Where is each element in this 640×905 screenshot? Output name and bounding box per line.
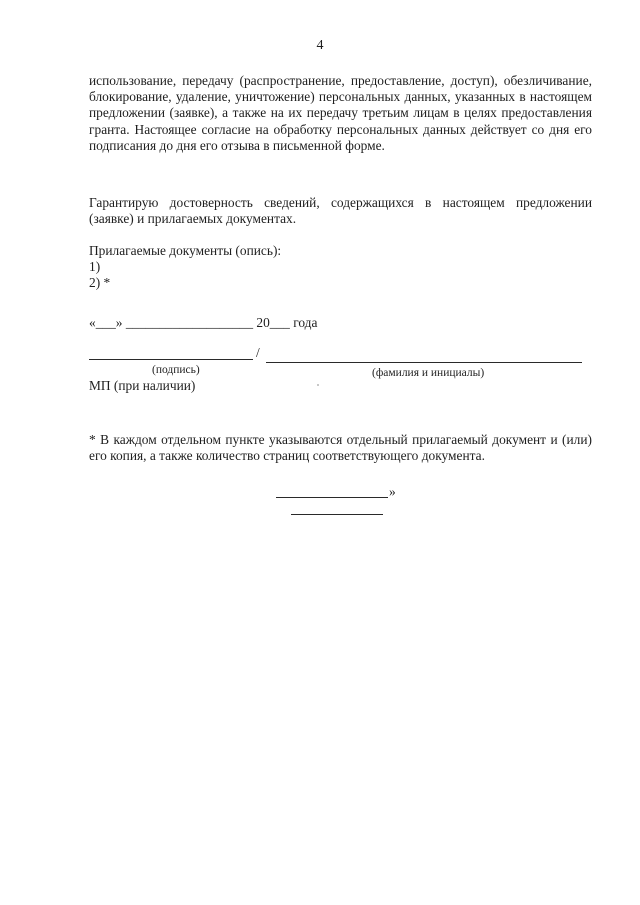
guarantee-paragraph: Гарантирую достоверность сведений, содержащихся в настоящем предложении (заявке) и прилагаемых документах. (89, 195, 592, 227)
full-name-line (266, 362, 582, 363)
scan-speck (317, 384, 319, 386)
seal-label: МП (при наличии) (89, 378, 196, 393)
closing-quote: » (389, 484, 396, 499)
signature-line (89, 359, 253, 360)
date-line: «___» ___________________ 20___ года (89, 315, 318, 330)
signature-caption: (подпись) (152, 364, 200, 376)
footnote-paragraph: * В каждом отдельном пункте указываются отдельный прилагаемый документ и (или) его копия, а также количество страниц соответствующего документа. (89, 432, 592, 464)
consent-paragraph: использование, передачу (распространение, предоставление, доступ), обезличивание, блокирование, удаление, уничтожение) персональных данных, указанных в настоящем предложении (заявке), а также на их передачу третьим лицам в целях предоставления гранта. Настоящее согласие на обработку персональных данных действует со дня его подписания до дня его отзыва в письменной форме. (89, 73, 592, 153)
full-name-caption: (фамилия и инициалы) (372, 367, 485, 379)
signature-separator: / (256, 345, 260, 360)
page-number: 4 (316, 38, 324, 53)
closing-line-lower (291, 514, 383, 515)
attached-document-item-1: 1) (89, 259, 101, 274)
closing-line-upper (276, 497, 388, 498)
attached-document-item-2: 2) * (89, 275, 111, 290)
attached-documents-heading: Прилагаемые документы (опись): (89, 243, 282, 258)
